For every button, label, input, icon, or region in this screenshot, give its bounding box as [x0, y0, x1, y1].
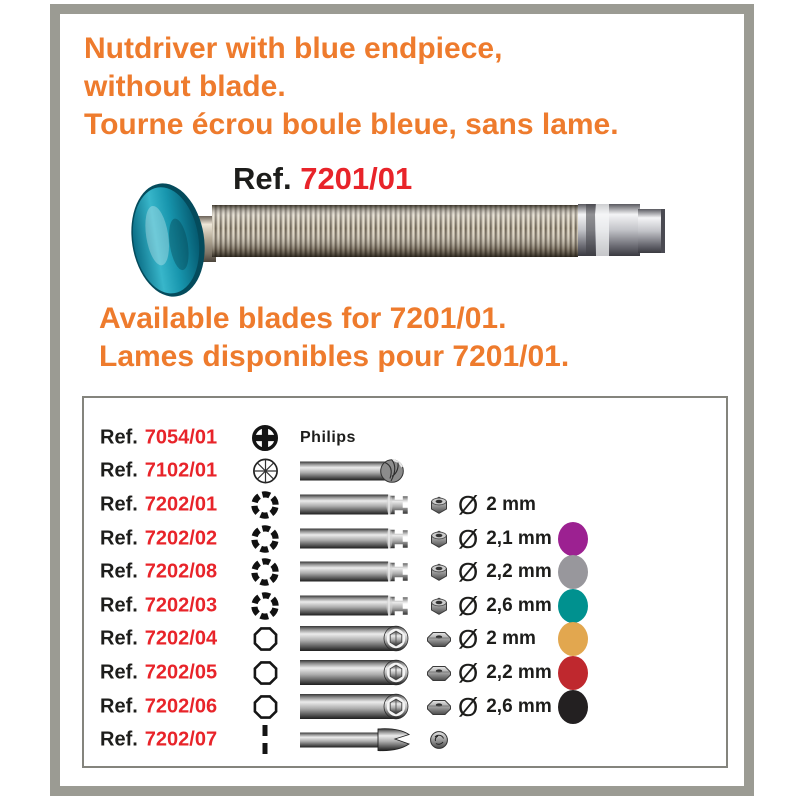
hex-small-nut-icon: [424, 560, 454, 584]
octagon-icon: [247, 659, 283, 686]
ref-cell: [100, 561, 217, 584]
diameter-symbol: Ø: [458, 657, 479, 688]
size-value: 2,6 mm: [486, 695, 552, 717]
octagon-icon: [247, 693, 283, 720]
table-row: [84, 455, 726, 489]
blade-castle-image: [300, 522, 420, 555]
ref-number: 7202/01: [144, 493, 218, 516]
table-row: [84, 656, 726, 690]
ref-label: Ref.: [100, 527, 138, 550]
diameter-symbol: Ø: [458, 557, 479, 588]
ref-number: 7202/03: [144, 594, 218, 617]
driver-teal-endpiece: [124, 178, 213, 302]
hex-small-nut-icon: [424, 493, 454, 517]
castellated-ring-icon: [247, 557, 283, 587]
ref-cell: [100, 460, 217, 483]
size-value: 2,6 mm: [486, 594, 552, 616]
blade-castle-image: [300, 589, 420, 622]
size-value: 2 mm: [486, 628, 536, 650]
available-blades-heading: [99, 300, 719, 376]
castellated-ring-icon: [247, 591, 283, 621]
table-row: [84, 690, 726, 724]
driver-knurled-shaft: [212, 205, 578, 257]
blade-socket-image: [300, 623, 420, 656]
size-text: [458, 523, 552, 554]
ref-label: Ref.: [100, 594, 138, 617]
ref-cell: [100, 628, 217, 651]
size-text: [458, 691, 552, 722]
ref-number: 7102/01: [144, 459, 218, 482]
ref-cell: [100, 527, 217, 550]
size-text: [458, 489, 536, 520]
diameter-symbol: Ø: [458, 489, 479, 520]
hex-flat-nut-icon: [424, 629, 454, 649]
ref-number: 7202/08: [144, 560, 218, 583]
ref-number: 7202/04: [144, 627, 218, 650]
driver-chuck: [578, 204, 665, 256]
blade-castle-image: [300, 556, 420, 589]
size-text: [458, 624, 536, 655]
hex-flat-nut-icon: [424, 697, 454, 717]
ref-cell: [100, 594, 217, 617]
diameter-symbol: Ø: [458, 590, 479, 621]
blade-table-rows: [84, 421, 726, 757]
round-small-nut-icon: [424, 730, 454, 750]
ref-number: 7202/02: [144, 527, 218, 550]
ref-cell: [100, 426, 217, 449]
ref-number: 7201/01: [300, 161, 413, 196]
subtitle-line-en: Available blades for 7201/01.: [99, 302, 507, 335]
ref-cell: [100, 729, 217, 752]
table-row: [84, 723, 726, 757]
hex-small-nut-icon: [424, 527, 454, 551]
blade-image: [300, 429, 420, 447]
ref-number: 7202/07: [144, 728, 218, 751]
size-value: 2,2 mm: [486, 661, 552, 683]
blade-table: [82, 396, 728, 768]
diameter-symbol: Ø: [458, 691, 479, 722]
size-value: 2,2 mm: [486, 561, 552, 583]
blade-castle-image: [300, 488, 420, 521]
ref-label: Ref.: [100, 459, 138, 482]
ref-label: Ref.: [100, 728, 138, 751]
table-row: [84, 421, 726, 455]
double-dash-icon: [247, 725, 283, 755]
title-line-en-1: Nutdriver with blue endpiece,: [84, 32, 503, 65]
octagon-icon: [247, 626, 283, 653]
product-title: [84, 30, 704, 144]
blade-socket-image: [300, 690, 420, 723]
blade-type-label: Philips: [300, 428, 356, 446]
ref-label: Ref.: [100, 695, 138, 718]
size-value: 2,1 mm: [486, 527, 552, 549]
ref-cell: [100, 493, 217, 516]
title-line-fr: Tourne écrou boule bleue, sans lame.: [84, 108, 619, 141]
castellated-ring-icon: [247, 524, 283, 554]
size-text: [458, 557, 552, 588]
ref-cell: [100, 661, 217, 684]
color-dot: [558, 690, 588, 724]
size-value: 2 mm: [486, 493, 536, 515]
color-dot: [558, 522, 588, 556]
ref-label: Ref.: [100, 627, 138, 650]
table-row: [84, 555, 726, 589]
blade-socket-image: [300, 656, 420, 689]
table-row: [84, 488, 726, 522]
nutdriver-image: [120, 178, 670, 303]
ref-number: 7054/01: [144, 426, 218, 449]
ref-cell: [100, 695, 217, 718]
ref-number: 7202/05: [144, 661, 218, 684]
title-line-en-2: without blade.: [84, 70, 286, 103]
hex-small-nut-icon: [424, 594, 454, 618]
diameter-symbol: Ø: [458, 624, 479, 655]
hex-flat-nut-icon: [424, 663, 454, 683]
table-row: [84, 522, 726, 556]
ref-label: Ref.: [100, 560, 138, 583]
ref-label: Ref.: [100, 661, 138, 684]
ref-label: Ref.: [100, 426, 138, 449]
color-dot: [558, 656, 588, 690]
table-row: [84, 589, 726, 623]
ref-number: 7202/06: [144, 695, 218, 718]
color-dot: [558, 589, 588, 623]
philips-cross-icon: [247, 424, 283, 452]
size-text: [458, 590, 552, 621]
ref-label: Ref.: [100, 493, 138, 516]
diameter-symbol: Ø: [458, 523, 479, 554]
ref-label: Ref.: [233, 161, 292, 196]
blade-fluted-image: [300, 455, 420, 488]
table-row: [84, 623, 726, 657]
blade-fork-image: [300, 724, 420, 757]
castellated-ring-icon: [247, 490, 283, 520]
size-text: [458, 657, 552, 688]
color-dot: [558, 622, 588, 656]
subtitle-line-fr: Lames disponibles pour 7201/01.: [99, 340, 570, 373]
color-dot: [558, 555, 588, 589]
spoke-wheel-icon: [247, 458, 283, 485]
